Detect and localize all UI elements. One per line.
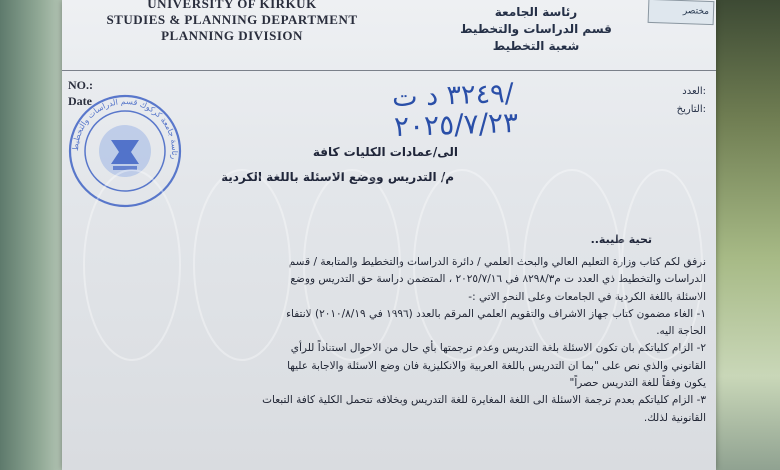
arabic-number-label: العدد:: [682, 86, 706, 97]
subject-line: م/ التدريس ووضع الاسئلة باللغة الكردية: [221, 170, 454, 184]
body-line: ٢- الزام كلياتكم بان تكون الاسئلة بلغة التدريس وعدم ترجمتها بأي حال من الاحوال استناداً للرأي: [290, 342, 706, 355]
greeting: تحية طيبة..: [590, 233, 652, 246]
body-line: القانوني والذي نص على "بما ان التدريس باللغة العربية والانكليزية فان وضع الاسئلة والاجابة عليها: [287, 359, 706, 372]
handwritten-date: ٢٠٢٥/٧/٢٣: [393, 105, 519, 144]
body-line: ١- الغاء مضمون كتاب جهاز الاشراف والتقويم العلمي المرقم بالعدد (١٩٩٦ في ٢٠١٠/٨/١٩) لانتفاء: [286, 307, 706, 320]
division-name: PLANNING DIVISION: [161, 28, 303, 43]
body-line: الحاجة اليه.: [656, 325, 706, 338]
corner-card: [648, 0, 715, 25]
date-label: Date: [68, 94, 92, 108]
arabic-date-label: التاريخ:: [676, 104, 706, 115]
background-right: [712, 0, 780, 470]
letter-body: [94, 254, 706, 427]
header-divider: [62, 70, 716, 71]
arabic-letterhead: [456, 4, 616, 55]
arabic-presidency: رئاسة الجامعة: [494, 5, 578, 19]
number-label: NO.:: [68, 78, 93, 92]
university-name: UNIVERSITY OF KIRKUK: [147, 0, 317, 11]
department-name: STUDIES & PLANNING DEPARTMENT: [106, 12, 358, 27]
addressee: الى/عمادات الكليات كافة: [312, 145, 458, 159]
body-line: ٣- الزام كلياتكم بعدم ترجمة الاسئلة الى اللغة المغايرة للغة التدريس وبخلافه تتحمل الكلية كافة التبعات: [262, 394, 706, 407]
body-line: الدراسات والتخطيط ذي العدد ت م٨٢٩٨/٣ في ٢٠٢٥/٧/١٦ ، المتضمن دراسة حق التدريس ووضع: [290, 273, 706, 286]
stamp-ring-text: رئاسة جامعة كركوك قسم الدراسات والتخطيط: [70, 96, 180, 160]
corner-card-text: مختصر: [682, 6, 710, 17]
body-line: القانونية لذلك.: [643, 411, 706, 424]
official-stamp-icon: [66, 92, 184, 210]
handwritten-number: ٣٢٤٩ د ت/: [391, 77, 515, 114]
background-left: [0, 0, 66, 470]
document-page: [62, 0, 716, 470]
arabic-division: شعبة التخطيط: [492, 39, 580, 53]
english-letterhead: [102, 0, 362, 44]
body-line: نرفق لكم كتاب وزارة التعليم العالي والبحث العلمي / دائرة الدراسات والتخطيط والمتابعة / قسم: [288, 256, 706, 268]
body-line: يكون وفقاً للغة التدريس حصراً": [569, 377, 706, 390]
body-line: الاسئلة باللغة الكردية في الجامعات وعلى النحو الاتي :-: [468, 290, 706, 303]
arabic-department: قسم الدراسات والتخطيط: [460, 22, 612, 36]
